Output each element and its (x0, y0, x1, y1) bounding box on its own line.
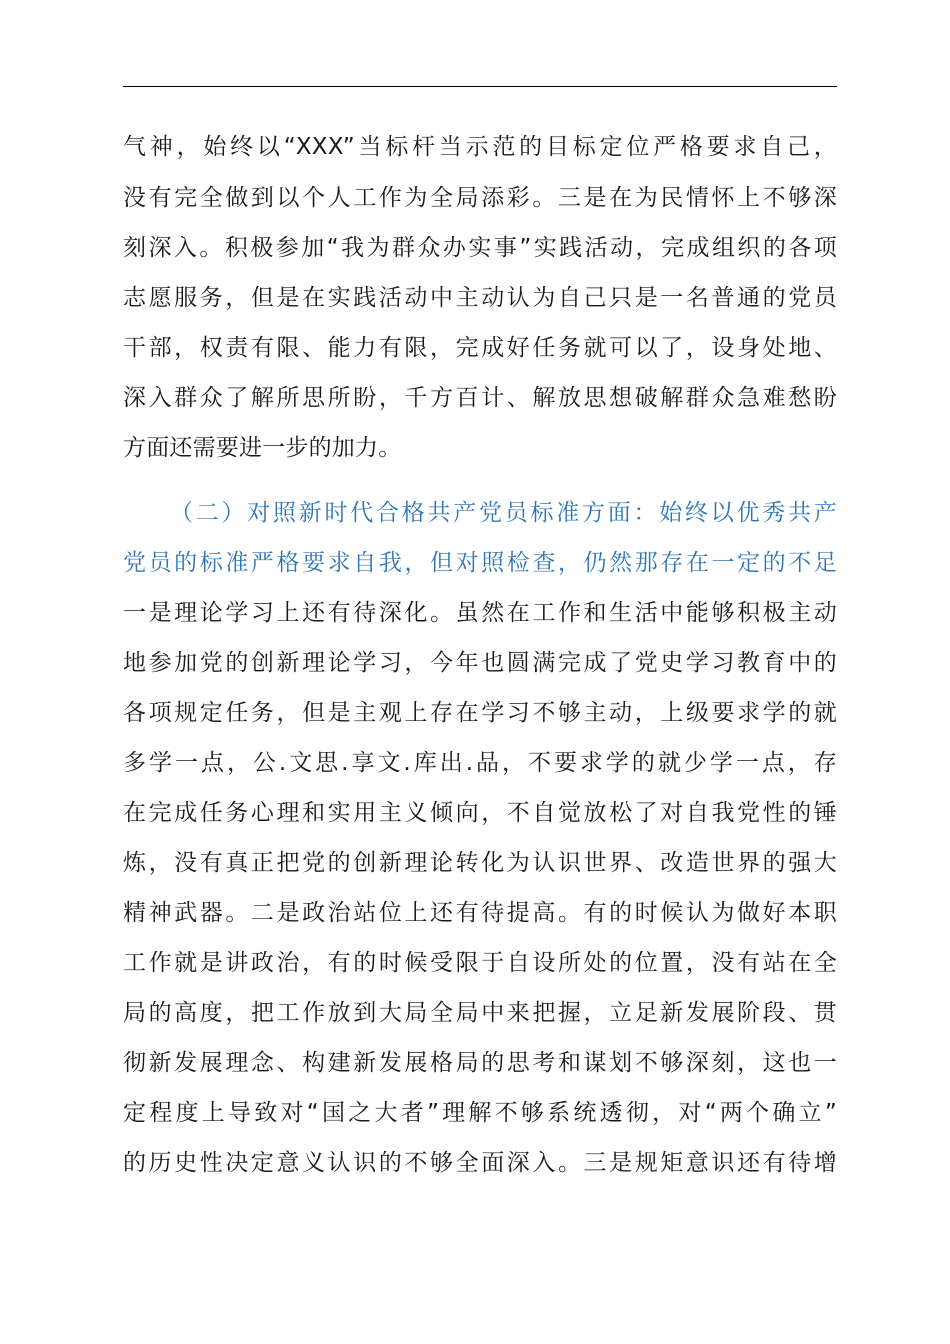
body-line-4: 志愿服务，但是在实践活动中主动认为自己只是一名普通的党员 (123, 285, 837, 311)
body-line-10: 各项规定任务，但是主观上存在学习不够主动，上级要求学的就 (123, 700, 837, 726)
body-line-17: 彻新发展理念、构建新发展格局的思考和谋划不够深刻，这也一 (123, 1050, 837, 1076)
body-line-19: 的历史性决定意义认识的不够全面深入。三是规矩意识还有待增 (123, 1150, 837, 1176)
body-line-13: 炼，没有真正把党的创新理论转化为认识世界、改造世界的强大 (123, 850, 837, 876)
body-line-16: 局的高度，把工作放到大局全局中来把握，立足新发展阶段、贯 (123, 1000, 837, 1026)
body-line-3: 刻深入。积极参加“我为群众办实事”实践活动，完成组织的各项 (123, 235, 837, 261)
body-line-14: 精神武器。二是政治站位上还有待提高。有的时候认为做好本职 (123, 900, 837, 926)
section-heading-line-1: （二）对照新时代合格共产党员标准方面：始终以优秀共产 (170, 500, 837, 526)
body-line-12: 在完成任务心理和实用主义倾向，不自觉放松了对自我党性的锤 (123, 800, 837, 826)
body-line-1: 气神，始终以“XXX”当标杆当示范的目标定位严格要求自己， (123, 134, 837, 160)
body-line-6: 深入群众了解所思所盼，千方百计、解放思想破解群众急难愁盼 (123, 385, 837, 411)
header-rule (123, 86, 837, 87)
body-line-2: 没有完全做到以个人工作为全局添彩。三是在为民情怀上不够深 (123, 185, 837, 211)
body-line-15: 工作就是讲政治，有的时候受限于自设所处的位置，没有站在全 (123, 950, 837, 976)
body-line-18: 定程度上导致对“国之大者”理解不够系统透彻，对“两个确立” (123, 1100, 837, 1126)
body-line-7: 方面还需要进一步的加力。 (123, 435, 402, 461)
body-line-9: 地参加党的创新理论学习，今年也圆满完成了党史学习教育中的 (123, 650, 837, 676)
section-heading-line-2: 党员的标准严格要求自我，但对照检查，仍然那存在一定的不足 (123, 550, 837, 576)
body-line-8: 一是理论学习上还有待深化。虽然在工作和生活中能够积极主动 (123, 600, 837, 626)
body-line-5: 干部，权责有限、能力有限，完成好任务就可以了，设身处地、 (123, 335, 837, 361)
body-line-11: 多学一点，公.文思.享文.库出.品，不要求学的就少学一点，存 (123, 750, 837, 776)
